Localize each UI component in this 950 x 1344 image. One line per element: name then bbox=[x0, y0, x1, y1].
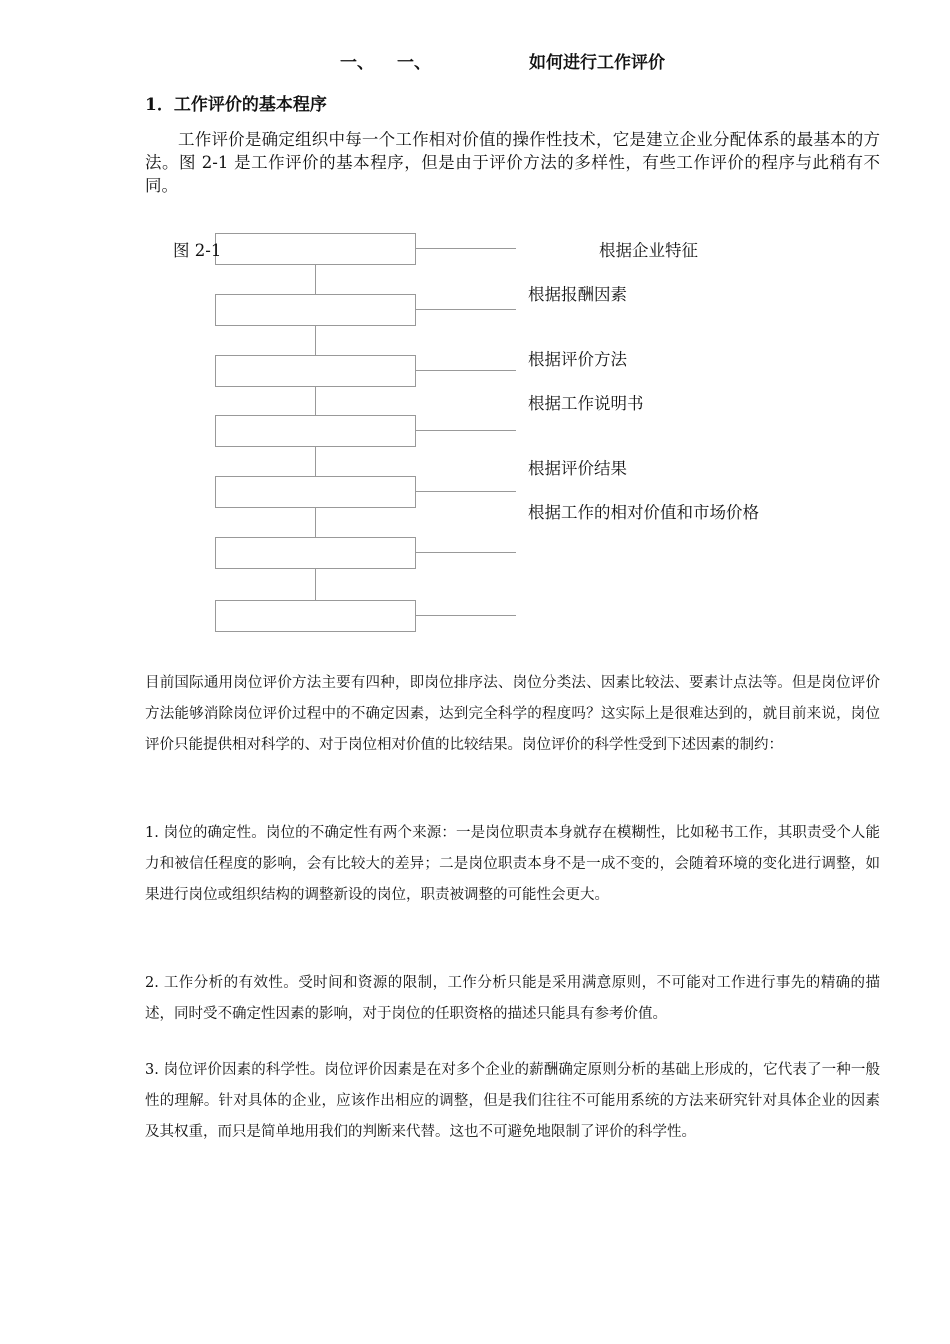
flow-box-4 bbox=[215, 415, 416, 447]
flow-connector-3 bbox=[315, 387, 316, 415]
annotation-evaluation-method: 根据评价方法 bbox=[528, 350, 627, 369]
flow-connector-1 bbox=[315, 265, 316, 294]
flow-leader-5 bbox=[415, 491, 516, 492]
annotation-job-description: 根据工作说明书 bbox=[528, 394, 644, 413]
flow-leader-1 bbox=[415, 248, 516, 249]
flow-box-1 bbox=[215, 233, 416, 265]
intro-paragraph: 工作评价是确定组织中每一个工作相对价值的操作性技术，它是建立企业分配体系的最基本的方法。图 2-1 是工作评价的基本程序，但是由于评价方法的多样性，有些工作评价的程序与此稍有不同。 bbox=[145, 130, 880, 195]
flow-box-5 bbox=[215, 476, 416, 508]
flow-box-3 bbox=[215, 355, 416, 387]
annotation-evaluation-results: 根据评价结果 bbox=[528, 459, 627, 478]
flow-box-7 bbox=[215, 600, 416, 632]
paragraph-methods: 目前国际通用岗位评价方法主要有四种，即岗位排序法、岗位分类法、因素比较法、要素计点法等。但是岗位评价方法能够消除岗位评价过程中的不确定因素，达到完全科学的程度吗？这实际上是很难达到的，就目前来说，岗位评价只能提供相对科学的、对于岗位相对价值的比较结果。岗位评价的科学性受到下述因素的制约： bbox=[145, 675, 880, 753]
title-number-1: 一、 bbox=[340, 53, 374, 73]
flow-leader-2 bbox=[415, 309, 516, 310]
flow-box-2 bbox=[215, 294, 416, 326]
annotation-enterprise-features: 根据企业特征 bbox=[599, 241, 698, 260]
flow-connector-4 bbox=[315, 447, 316, 476]
paragraph-point-3: 3. 岗位评价因素的科学性。岗位评价因素是在对多个企业的薪酬确定原则分析的基础上形成的，它代表了一种一般性的理解。针对具体的企业，应该作出相应的调整，但是我们往往不可能用系统的方法来研究针对具体企业的因素及其权重，而只是简单地用我们的判断来代替。这也不可避免地限制了评价的科学性。 bbox=[145, 1062, 880, 1140]
section-heading: 1．工作评价的基本程序 bbox=[145, 95, 327, 115]
annotation-compensation-factors: 根据报酬因素 bbox=[528, 285, 627, 304]
paragraph-point-2: 2. 工作分析的有效性。受时间和资源的限制，工作分析只能是采用满意原则，不可能对工作进行事先的精确的描述，同时受不确定性因素的影响，对于岗位的任职资格的描述只能具有参考价值。 bbox=[145, 975, 880, 1022]
flow-connector-2 bbox=[315, 326, 316, 355]
flow-box-6 bbox=[215, 537, 416, 569]
flow-connector-6 bbox=[315, 569, 316, 600]
flow-leader-6 bbox=[415, 552, 516, 553]
figure-label: 图 2-1 bbox=[173, 241, 222, 260]
flow-leader-7 bbox=[415, 615, 516, 616]
paragraph-point-1: 1. 岗位的确定性。岗位的不确定性有两个来源：一是岗位职责本身就存在模糊性，比如秘书工作，其职责受个人能力和被信任程度的影响，会有比较大的差异；二是岗位职责本身不是一成不变的，会随着环境的变化进行调整，如果进行岗位或组织结构的调整新设的岗位，职责被调整的可能性会更大。 bbox=[145, 825, 880, 903]
flow-leader-4 bbox=[415, 430, 516, 431]
annotation-relative-value-market-price: 根据工作的相对价值和市场价格 bbox=[528, 503, 759, 522]
flow-connector-5 bbox=[315, 508, 316, 537]
page-title: 如何进行工作评价 bbox=[529, 53, 665, 73]
flow-leader-3 bbox=[415, 370, 516, 371]
title-number-2: 一、 bbox=[397, 53, 431, 73]
